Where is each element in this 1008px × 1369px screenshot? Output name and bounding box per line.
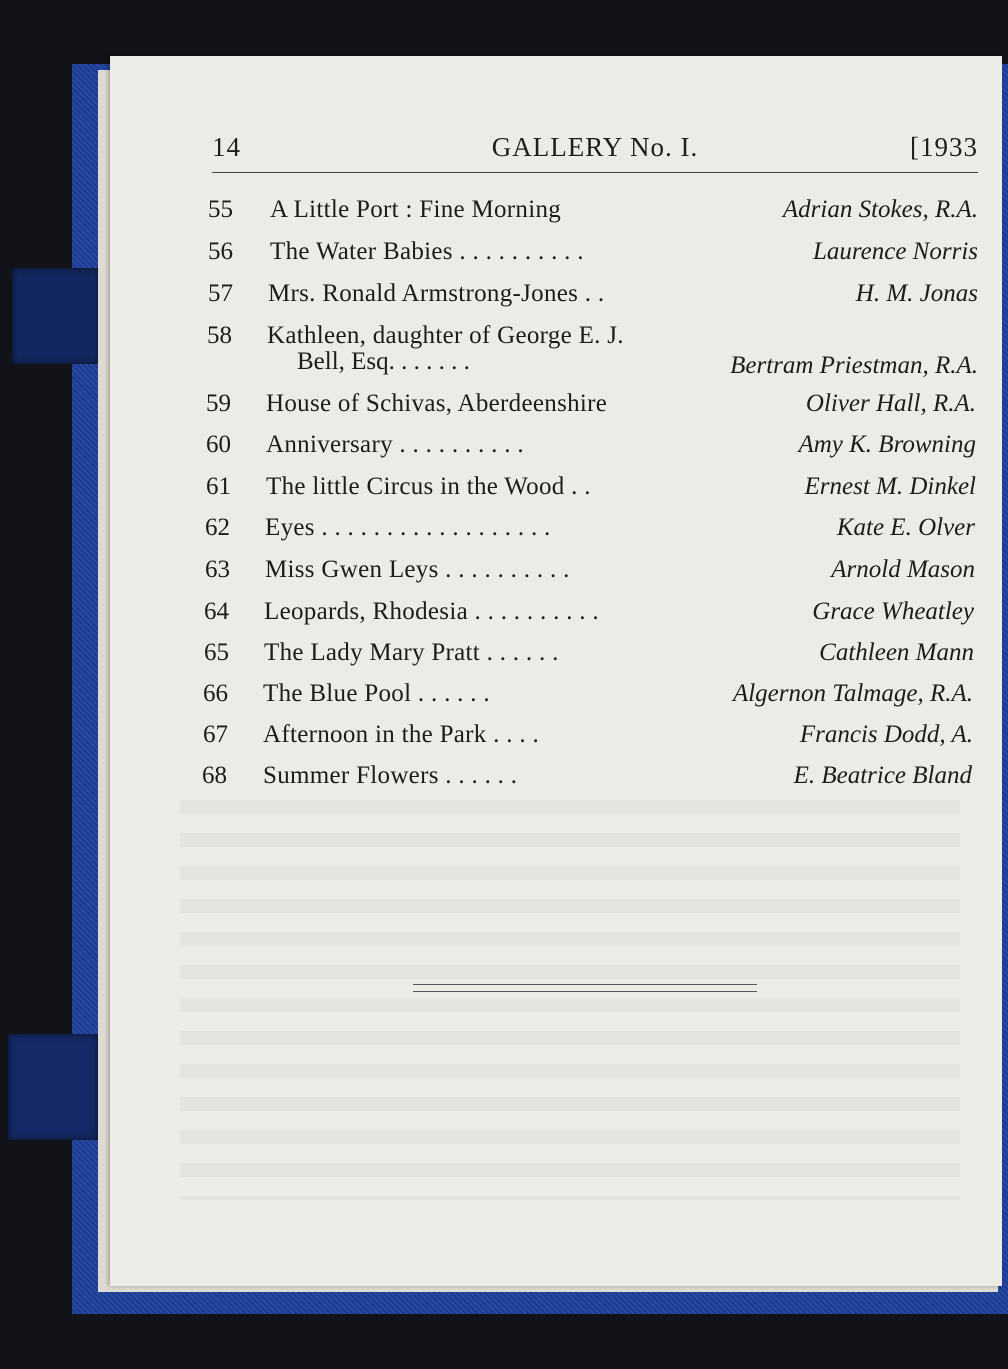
catalogue-entry [206,473,976,513]
catalogue-entry [206,390,976,430]
entry-artist: Francis Dodd, A. [799,721,973,748]
entry-artist: Laurence Norris [812,238,978,265]
year-label: [1933 [910,132,978,162]
entry-number: 59 [206,390,231,417]
entry-number: 66 [203,680,228,707]
entry-artist: Adrian Stokes, R.A. [782,196,978,223]
catalogue-entry [204,598,974,638]
catalogue-entry [206,431,976,471]
entry-title: The Lady Mary Pratt . . . . . . [264,639,559,666]
catalogue-entry [207,322,978,386]
catalogue-entry [204,639,974,679]
entry-title: House of Schivas, Aberdeenshire [266,390,608,417]
entry-title: Eyes . . . . . . . . . . . . . . . . . . [265,514,551,541]
entry-number: 55 [208,196,233,223]
section-divider [413,984,757,992]
page-number: 14 [212,132,241,162]
entry-number: 63 [205,556,230,583]
entry-title: Kathleen, daughter of George E. J. [267,322,624,349]
catalogue-entry [208,280,978,320]
entry-artist: Arnold Mason [831,556,975,583]
entry-number: 68 [202,762,227,789]
catalogue-entry [208,238,978,278]
entry-artist: Grace Wheatley [812,598,974,625]
catalogue-entry [205,556,975,596]
entry-number: 56 [208,238,233,265]
entry-number: 61 [206,473,231,500]
entry-title: Anniversary . . . . . . . . . . [266,431,524,458]
entry-artist: Oliver Hall, R.A. [805,390,976,417]
entry-artist: Bertram Priestman, R.A. [730,352,978,379]
entry-title: Afternoon in the Park . . . . [263,721,540,748]
catalogue-entry [203,721,973,761]
entry-number: 65 [204,639,229,666]
entry-title-continued: Bell, Esq. . . . . . . [297,348,470,375]
catalogue-entry [203,680,973,720]
entry-title: The little Circus in the Wood . . [266,473,591,500]
entry-title: The Blue Pool . . . . . . [263,680,490,707]
entry-title: Mrs. Ronald Armstrong-Jones . . [268,280,605,307]
entry-number: 67 [203,721,228,748]
catalogue-entry [208,196,978,236]
entry-number: 57 [208,280,233,307]
entry-number: 60 [206,431,231,458]
entry-title: Miss Gwen Leys . . . . . . . . . . [265,556,570,583]
entry-artist: E. Beatrice Bland [793,762,972,789]
entry-title: The Water Babies . . . . . . . . . . [270,238,584,265]
entry-artist: Algernon Talmage, R.A. [732,680,973,707]
entry-artist: Amy K. Browning [798,431,976,458]
entry-number: 58 [207,322,232,349]
entry-number: 64 [204,598,229,625]
entry-artist: Kate E. Olver [836,514,975,541]
entry-artist: H. M. Jonas [855,280,978,307]
catalogue-entry [202,762,972,802]
catalogue-entry [205,514,975,554]
entry-artist: Ernest M. Dinkel [804,473,976,500]
entry-title: A Little Port : Fine Morning [270,196,562,223]
entry-number: 62 [205,514,230,541]
entry-title: Summer Flowers . . . . . . [263,762,518,789]
entry-title: Leopards, Rhodesia . . . . . . . . . . [264,598,599,625]
gallery-title: GALLERY No. I. [491,132,699,162]
entry-artist: Cathleen Mann [819,639,974,666]
